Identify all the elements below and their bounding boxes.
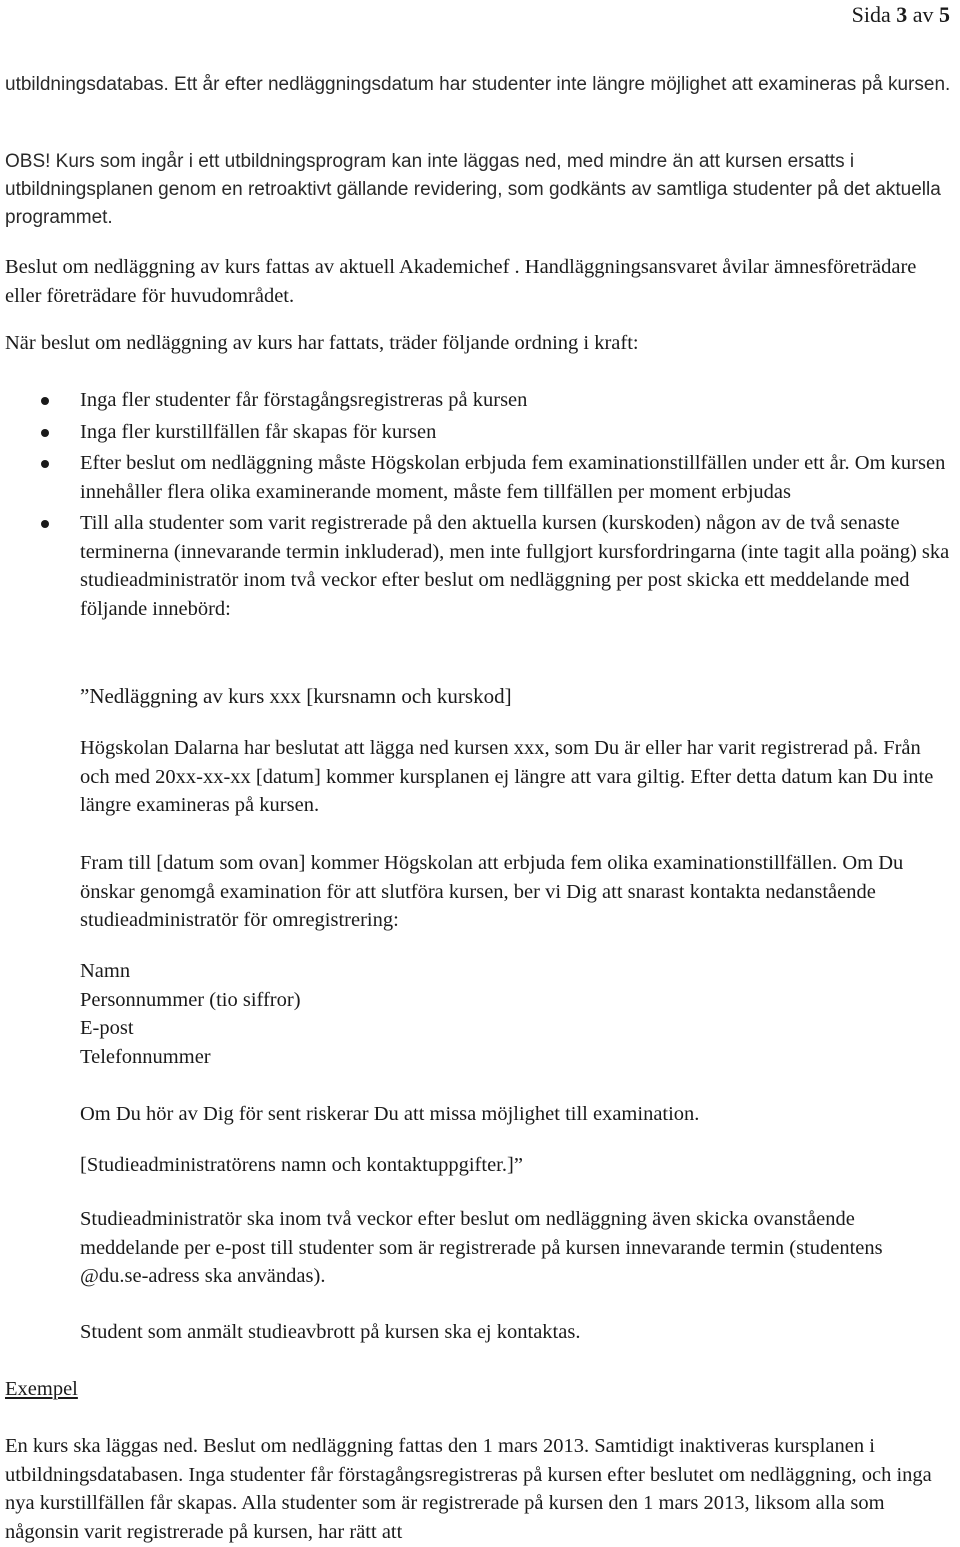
page-number-current: 3 — [896, 2, 908, 27]
page-number-prefix: Sida — [851, 2, 897, 27]
letter-body-examination: Fram till [datum som ovan] kommer Högskolan att erbjuda fem olika examinationstillfällen. Om Du önskar genomgå examination för att slutföra kursen, ber vi Dig att snarast kontakta nedanstående studieadministratör för omregistrering: — [80, 852, 904, 931]
letter-contact-fields — [80, 957, 955, 1071]
procedure-list — [0, 386, 950, 623]
list-item — [0, 449, 950, 506]
field-name: Namn — [80, 960, 131, 982]
field-personal-number: Personnummer (tio siffror) — [80, 988, 301, 1011]
bullet-icon — [41, 460, 49, 468]
page-number-middle: av — [907, 2, 939, 27]
field-email: E-post — [80, 1017, 134, 1039]
list-item — [0, 509, 950, 623]
list-item-text: Inga fler kurstillfällen får skapas för kursen — [80, 420, 437, 443]
list-item-text: Efter beslut om nedläggning måste Högskolan erbjuda fem examinationstillfällen under ett år. Om kursen innehåller flera olika examinerande moment, måste fem tillfällen per moment erbjudas — [80, 452, 946, 503]
paragraph-decision: Beslut om nedläggning av kurs fattas av aktuell Akademichef . Handläggningsansvaret åvilar ämnesföreträdare eller företrädare för huvudområdet. — [5, 256, 917, 307]
paragraph-dropout: Student som anmält studieavbrott på kursen ska ej kontaktas. — [80, 1321, 581, 1343]
page-number-total: 5 — [939, 2, 950, 27]
example-heading: Exempel — [5, 1378, 78, 1400]
bullet-icon — [41, 520, 49, 528]
paragraph-obs-note: OBS! Kurs som ingår i ett utbildningsprogram kan inte läggas ned, med mindre än att kursen ersatts i utbildningsplanen genom en retroaktivt gällande revidering, som godkänts av samtliga studenter på det aktuella programmet. — [5, 151, 941, 228]
bullet-icon — [41, 397, 49, 405]
example-text: En kurs ska läggas ned. Beslut om nedläggning fattas den 1 mars 2013. Samtidigt inaktiveras kursplanen i utbildningsdatabasen. Inga studenter får förstagångsregistreras på kursen efter beslutet om nedläggning, och inga nya kurstillfällen får skapas. Alla studenter som är registrerade på kursen den 1 mars 2013, liksom alla som någonsin varit registrerade på kursen, har rätt att — [5, 1435, 932, 1543]
list-item — [0, 418, 950, 447]
letter-signature: [Studieadministratörens namn och kontaktuppgifter.]” — [80, 1154, 523, 1176]
paragraph-procedure-intro: När beslut om nedläggning av kurs har fattats, träder följande ordning i kraft: — [5, 332, 639, 354]
list-item — [0, 386, 950, 415]
field-phone: Telefonnummer — [80, 1045, 211, 1068]
paragraph-course-database: utbildningsdatabas. Ett år efter nedläggningsdatum har studenter inte längre möjlighet att examineras på kursen. — [5, 74, 951, 95]
paragraph-email-notice: Studieadministratör ska inom två veckor efter beslut om nedläggning även skicka ovanstående meddelande per e-post till studenter som är registrerade på kursen innevarande termin (studentens @du.se-adress ska användas). — [80, 1208, 883, 1287]
letter-body-decision: Högskolan Dalarna har beslutat att lägga ned kursen xxx, som Du är eller har varit registrerad på. Från och med 20xx-xx-xx [datum] kommer kursplanen ej längre att vara giltig. Efter detta datum kan Du inte längre examineras på kursen. — [80, 737, 934, 816]
letter-warning: Om Du hör av Dig för sent riskerar Du att missa möjlighet till examination. — [80, 1103, 700, 1125]
list-item-text: Till alla studenter som varit registrerade på den aktuella kursen (kurskoden) någon av de två senaste terminerna (innevarande termin inkluderad), men inte fullgjort kursfordringarna (inte tagit alla poäng) ska studieadministratör inom två veckor efter beslut om nedläggning per post skicka ett meddelande med följande innebörd: — [80, 512, 950, 620]
letter-title: ”Nedläggning av kurs xxx [kursnamn och kurskod] — [80, 684, 512, 708]
bullet-icon — [41, 429, 49, 437]
list-item-text: Inga fler studenter får förstagångsregistreras på kursen — [80, 389, 528, 411]
page-number — [852, 2, 950, 28]
